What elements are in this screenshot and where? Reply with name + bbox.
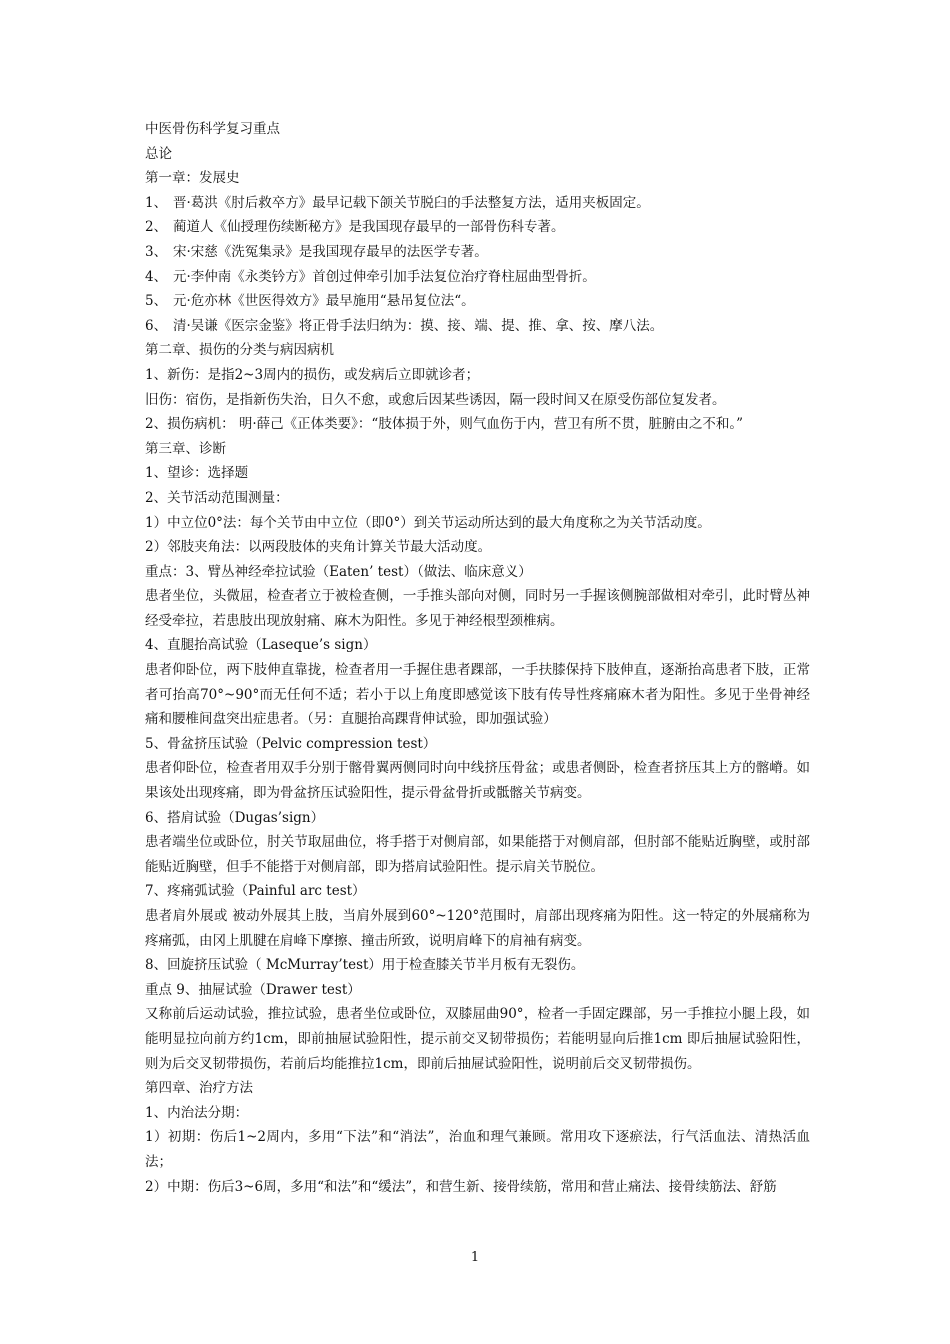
item-number: 4、 xyxy=(145,268,168,285)
text-line: 第一章：发展史 xyxy=(145,170,240,187)
text-line: 7、疼痛弧试验（Painful arc test） xyxy=(145,883,366,900)
text-line: 1、望诊：选择题 xyxy=(145,465,249,482)
item-text: 清·吴谦《医宗金鉴》将正骨手法归纳为：摸、接、端、提、推、拿、按、摩八法。 xyxy=(173,317,664,334)
numbered-line xyxy=(145,215,810,240)
text-line: 中医骨伤科学复习重点 xyxy=(145,121,280,137)
text-line: 6、搭肩试验（Dugas’sign） xyxy=(145,809,325,826)
text-line: 旧伤：宿伤，是指新伤失治，日久不愈，或愈后因某些诱因，隔一段时间又在原受伤部位复发者。 xyxy=(145,391,726,408)
item-text: 宋·宋慈《洗冤集录》是我国现存最早的法医学专著。 xyxy=(173,243,488,260)
text-line: 2）中期：伤后3~6周，多用“和法”和“缓法”，和营生新、接骨续筋，常用和营止痛法、接骨续筋法、舒筋 xyxy=(145,1178,777,1195)
text-line: 重点：3、臂丛神经牵拉试验（Eaten’ test）（做法、临床意义） xyxy=(145,563,532,580)
paragraph: 患者仰卧位，检查者用双手分别于髂骨翼两侧同时向中线挤压骨盆；或患者侧卧，检查者挤压其上方的髂嵴。如果该处出现疼痛，即为骨盆挤压试验阳性，提示骨盆骨折或骶髂关节病变。 xyxy=(145,760,810,802)
item-number: 5、 xyxy=(145,293,168,310)
numbered-line xyxy=(145,314,810,339)
numbered-line xyxy=(145,240,810,265)
page-number: 1 xyxy=(470,1250,480,1265)
item-number: 6、 xyxy=(145,317,168,334)
text-line: 1）中立位0°法：每个关节由中立位（即0°）到关节运动所达到的最大角度称之为关节活动度。 xyxy=(145,514,711,531)
paragraph: 患者仰卧位，两下肢伸直靠拢，检查者用一手握住患者踝部，一手扶膝保持下肢伸直，逐渐抬高患者下肢，正常者可抬高70°~90°而无任何不适；若小于以上角度即感觉该下肢有传导性疼痛麻木者为阳性。多见于坐骨神经痛和腰椎间盘突出症患者。（另：直腿抬高踝背伸试验，即加强试验） xyxy=(145,662,810,728)
text-line: 重点 9、抽屉试验（Drawer test） xyxy=(145,981,361,998)
text-line: 第二章、损伤的分类与病因病机 xyxy=(145,342,334,359)
text-line: 2）邻肢夹角法：以两段肢体的夹角计算关节最大活动度。 xyxy=(145,539,492,556)
item-number: 3、 xyxy=(145,243,168,260)
paragraph: 1）初期：伤后1~2周内，多用“下法”和“消法”，治血和理气兼顾。常用攻下逐瘀法，行气活血法、清热活血法； xyxy=(145,1129,810,1170)
document-body xyxy=(145,117,810,1199)
text-line: 2、损伤病机： 明·薛己《正体类要》：“肢体损于外，则气血伤于内，营卫有所不贯，脏腑由之不和。” xyxy=(145,416,743,433)
numbered-line xyxy=(145,289,810,314)
text-line: 第三章、诊断 xyxy=(145,440,226,457)
text-line: 5、骨盆挤压试验（Pelvic compression test） xyxy=(145,735,437,752)
item-text: 晋·葛洪《肘后救卒方》最早记载下颌关节脱臼的手法整复方法，适用夹板固定。 xyxy=(173,194,650,211)
paragraph: 又称前后运动试验，推拉试验，患者坐位或卧位，双膝屈曲90°，检者一手固定踝部，另一手推拉小腿上段，如能明显拉向前方约1cm，即前抽屉试验阳性，提示前交叉韧带损伤；若能明显向后推1cm 即后抽屉试验阳性，则为后交叉韧带损伤，若前后均能推拉1cm，即前后抽屉试验阳性，说明前后交叉韧带损伤。 xyxy=(145,1006,810,1072)
paragraph: 患者端坐位或卧位，肘关节取屈曲位，将手搭于对侧肩部，如果能搭于对侧肩部，但肘部不能贴近胸壁，或肘部能贴近胸壁，但手不能搭于对侧肩部，即为搭肩试验阳性。提示肩关节脱位。 xyxy=(145,834,810,875)
text-line: 2、关节活动范围测量： xyxy=(145,489,289,506)
item-number: 2、 xyxy=(145,219,168,236)
item-text: 元·李仲南《永类钤方》首创过伸牵引加手法复位治疗脊柱屈曲型骨折。 xyxy=(173,268,596,285)
paragraph: 患者肩外展或 被动外展其上肢，当肩外展到60°~120°范围时，肩部出现疼痛为阳性。这一特定的外展痛称为疼痛弧，由冈上肌腱在肩峰下摩擦、撞击所致，说明肩峰下的肩袖有病变。 xyxy=(145,908,810,949)
item-text: 元·危亦林《世医得效方》最早施用“悬吊复位法“。 xyxy=(173,293,475,310)
text-line: 1、内治法分期： xyxy=(145,1104,249,1121)
text-line: 1、新伤：是指2~3周内的损伤，或发病后立即就诊者； xyxy=(145,366,480,383)
text-line: 总论 xyxy=(145,145,172,162)
text-line: 第四章、治疗方法 xyxy=(145,1080,253,1097)
item-text: 蔺道人《仙授理伤续断秘方》是我国现存最早的一部骨伤科专著。 xyxy=(173,219,565,236)
numbered-line xyxy=(145,191,810,216)
paragraph: 患者坐位，头微屈，检查者立于被检查侧，一手推头部向对侧，同时另一手握该侧腕部做相对牵引，此时臂丛神经受牵拉，若患肢出现放射痛、麻木为阳性。多见于神经根型颈椎病。 xyxy=(145,588,810,629)
item-number: 1、 xyxy=(145,194,168,211)
text-line: 4、直腿抬高试验（Laseque’s sign） xyxy=(145,637,377,654)
numbered-line xyxy=(145,265,810,290)
text-line: 8、回旋挤压试验（ McMurray’test）用于检查膝关节半月板有无裂伤。 xyxy=(145,957,585,974)
